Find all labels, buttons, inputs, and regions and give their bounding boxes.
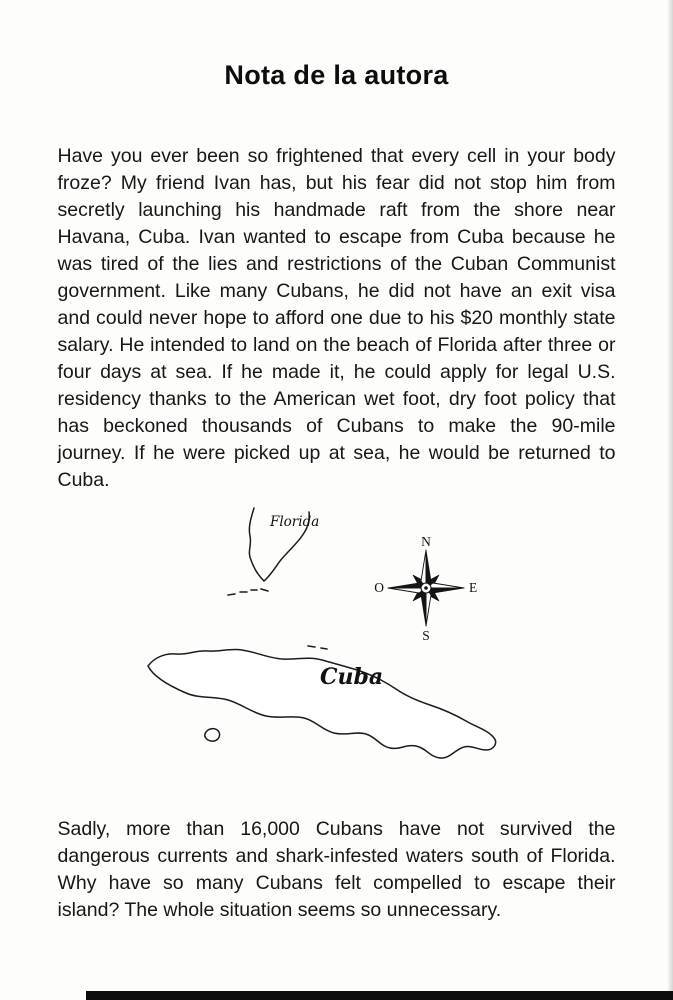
closing-paragraph: Sadly, more than 16,000 Cubans have not survived the dangerous currents and shark-infested waters south of Florida. Why have so many Cubans felt compelled to escape their island? The whole situation seems so unnecessary. — [57, 818, 616, 921]
cuba-label: Cuba — [319, 664, 383, 690]
florida-keys — [228, 589, 268, 595]
page-title: Nota de la autora — [224, 60, 449, 90]
intro-paragraph: Have you ever been so frightened that every cell in your body froze? My friend Ivan has, but his fear did not stop him from secretly launching his handmade raft from the shore near Havana, Cuba. Ivan wanted to escape from Cuba because he was tired of the lies and restrictions of the Cuban Communist government. Like many Cubans, he did not have an exit visa and could never hope to afford one due to his $20 monthly state salary. He intended to land on the beach of Florida after three or four days at sea. If he made it, he could apply for legal U.S. residency thanks to the American wet foot, dry foot policy that has beckoned thousands of Cubans to make the 90-mile journey. If he were picked up at sea, he would be returned to Cuba. — [57, 145, 616, 491]
cays-marks — [308, 646, 327, 649]
cuba-map-illustration — [58, 500, 616, 794]
cuba-map — [58, 500, 616, 794]
scan-artifact-bar — [86, 991, 673, 1000]
compass-north-label: N — [420, 534, 431, 549]
compass-west-label: O — [373, 580, 384, 595]
compass-east-label: E — [468, 580, 477, 595]
isle-of-youth-outline — [204, 729, 219, 742]
page-edge-shadow — [667, 0, 673, 1000]
florida-label: Florida — [269, 514, 319, 530]
compass-rose-icon — [374, 534, 477, 643]
compass-south-label: S — [421, 628, 430, 643]
